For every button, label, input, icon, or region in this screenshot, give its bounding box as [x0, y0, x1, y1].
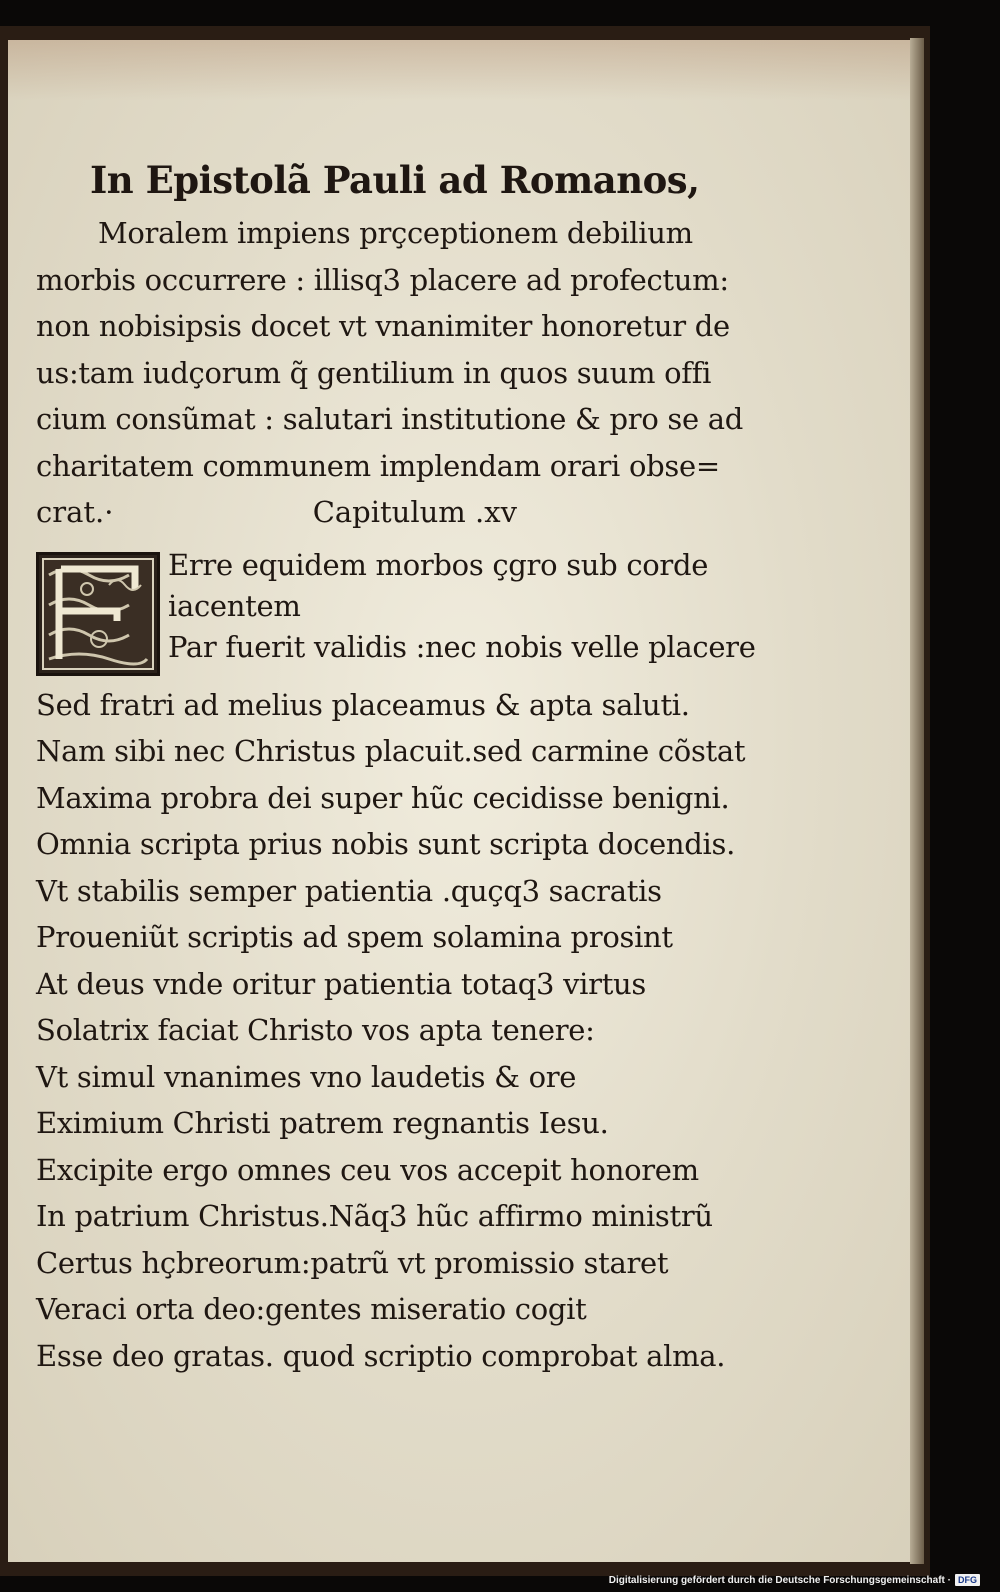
digitization-credit	[609, 1574, 980, 1586]
argument-line: non nobisipsis docet vt vnanimiter honoretur de	[36, 309, 730, 343]
verse-line: Sed fratri ad melius placeamus & apta saluti.	[36, 687, 690, 722]
verse-line: Erre equidem morbos çgro sub corde	[168, 547, 709, 582]
argument-line: crat.·	[36, 495, 114, 529]
argument-line: charitatem communem implendam orari obse=	[36, 448, 720, 483]
verse-line: Vt stabilis semper patientia .quçq3 sacratis	[36, 873, 662, 908]
argument-last-line	[36, 489, 736, 536]
verse-line: Eximium Christi patrem regnantis Iesu.	[36, 1106, 609, 1140]
verse-line: Omnia scripta prius nobis sunt scripta docendis.	[36, 827, 736, 861]
verse-line: At deus vnde oritur patientia totaq3 virtus	[36, 966, 647, 1001]
page-edge	[910, 38, 924, 1564]
verse-line: Par fuerit validis :nec nobis velle placere	[168, 630, 756, 664]
verse-line: Nam sibi nec Christus placuit.sed carmine cõstat	[36, 734, 746, 768]
verse-line: In patrium Christus.Nãq3 hũc affirmo ministrũ	[36, 1199, 713, 1233]
page-text	[36, 150, 756, 1379]
verse-body	[36, 682, 746, 1380]
argument-summary	[36, 210, 744, 536]
verse-line: Vt simul vnanimes vno laudetis & ore	[36, 1059, 577, 1094]
verse-line: Certus hçbreorum:patrũ vt promissio staret	[36, 1245, 669, 1280]
verse-line: Proueniũt scriptis ad spem solamina prosint	[36, 920, 673, 954]
initial-section	[36, 542, 756, 682]
verse-line: Esse deo gratas. quod scriptio comprobat alma.	[36, 1338, 726, 1373]
initial-text	[168, 542, 756, 671]
verse-line: iacentem	[168, 589, 301, 623]
argument-line: morbis occurrere : illisq3 placere ad profectum:	[36, 262, 729, 297]
credit-text: Digitalisierung gefördert durch die Deutsche Forschungsgemeinschaft ·	[608, 1574, 951, 1586]
argument-line: cium consũmat : salutari institutione & pro se ad	[36, 402, 744, 436]
dfg-logo-icon: DFG	[955, 1574, 980, 1586]
verse-line: Veraci orta deo:gentes miseratio cogit	[36, 1292, 587, 1326]
page-title: In Epistolã Pauli ad Romanos,	[90, 158, 700, 202]
decorated-initial-f-icon	[36, 552, 160, 676]
verse-line: Solatrix faciat Christo vos apta tenere:	[36, 1013, 595, 1047]
argument-line: Moralem impiens prçceptionem debilium	[98, 216, 693, 250]
verse-line: Maxima probra dei super hũc cecidisse benigni.	[36, 780, 730, 815]
chapter-heading: Capitulum .xv	[312, 495, 517, 529]
argument-line: us:tam iudçorum q̃ gentilium in quos suum offi	[36, 355, 712, 390]
page-stain	[8, 40, 920, 100]
verse-line: Excipite ergo omnes ceu vos accepit honorem	[36, 1152, 699, 1187]
